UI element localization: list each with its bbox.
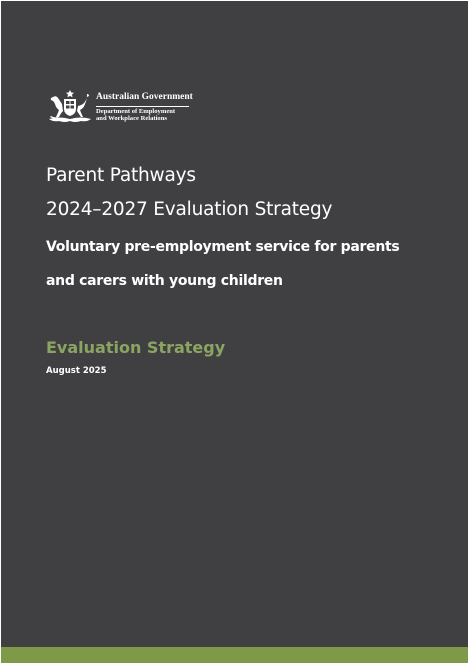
document-subtitle	[46, 230, 446, 298]
cover-page	[1, 1, 468, 663]
footer-accent-band	[1, 647, 468, 663]
government-name: Australian Government	[96, 92, 193, 102]
coat-of-arms-icon	[47, 89, 93, 123]
department-name-line-1: Department of Employment	[96, 107, 176, 115]
logo-divider	[96, 106, 189, 107]
subtitle-line-1: Voluntary pre-employment service for parents	[46, 239, 400, 255]
government-logo	[47, 89, 197, 125]
department-name-line-2: and Workplace Relations	[96, 115, 167, 123]
document-type: Evaluation Strategy	[46, 338, 226, 357]
subtitle-line-2: and carers with young children	[46, 273, 283, 289]
publication-date: August 2025	[46, 366, 107, 376]
title-line-1: Parent Pathways	[46, 165, 196, 186]
document-title	[46, 159, 332, 227]
logo-wordmark	[96, 93, 193, 123]
title-line-2: 2024–2027 Evaluation Strategy	[46, 199, 333, 220]
